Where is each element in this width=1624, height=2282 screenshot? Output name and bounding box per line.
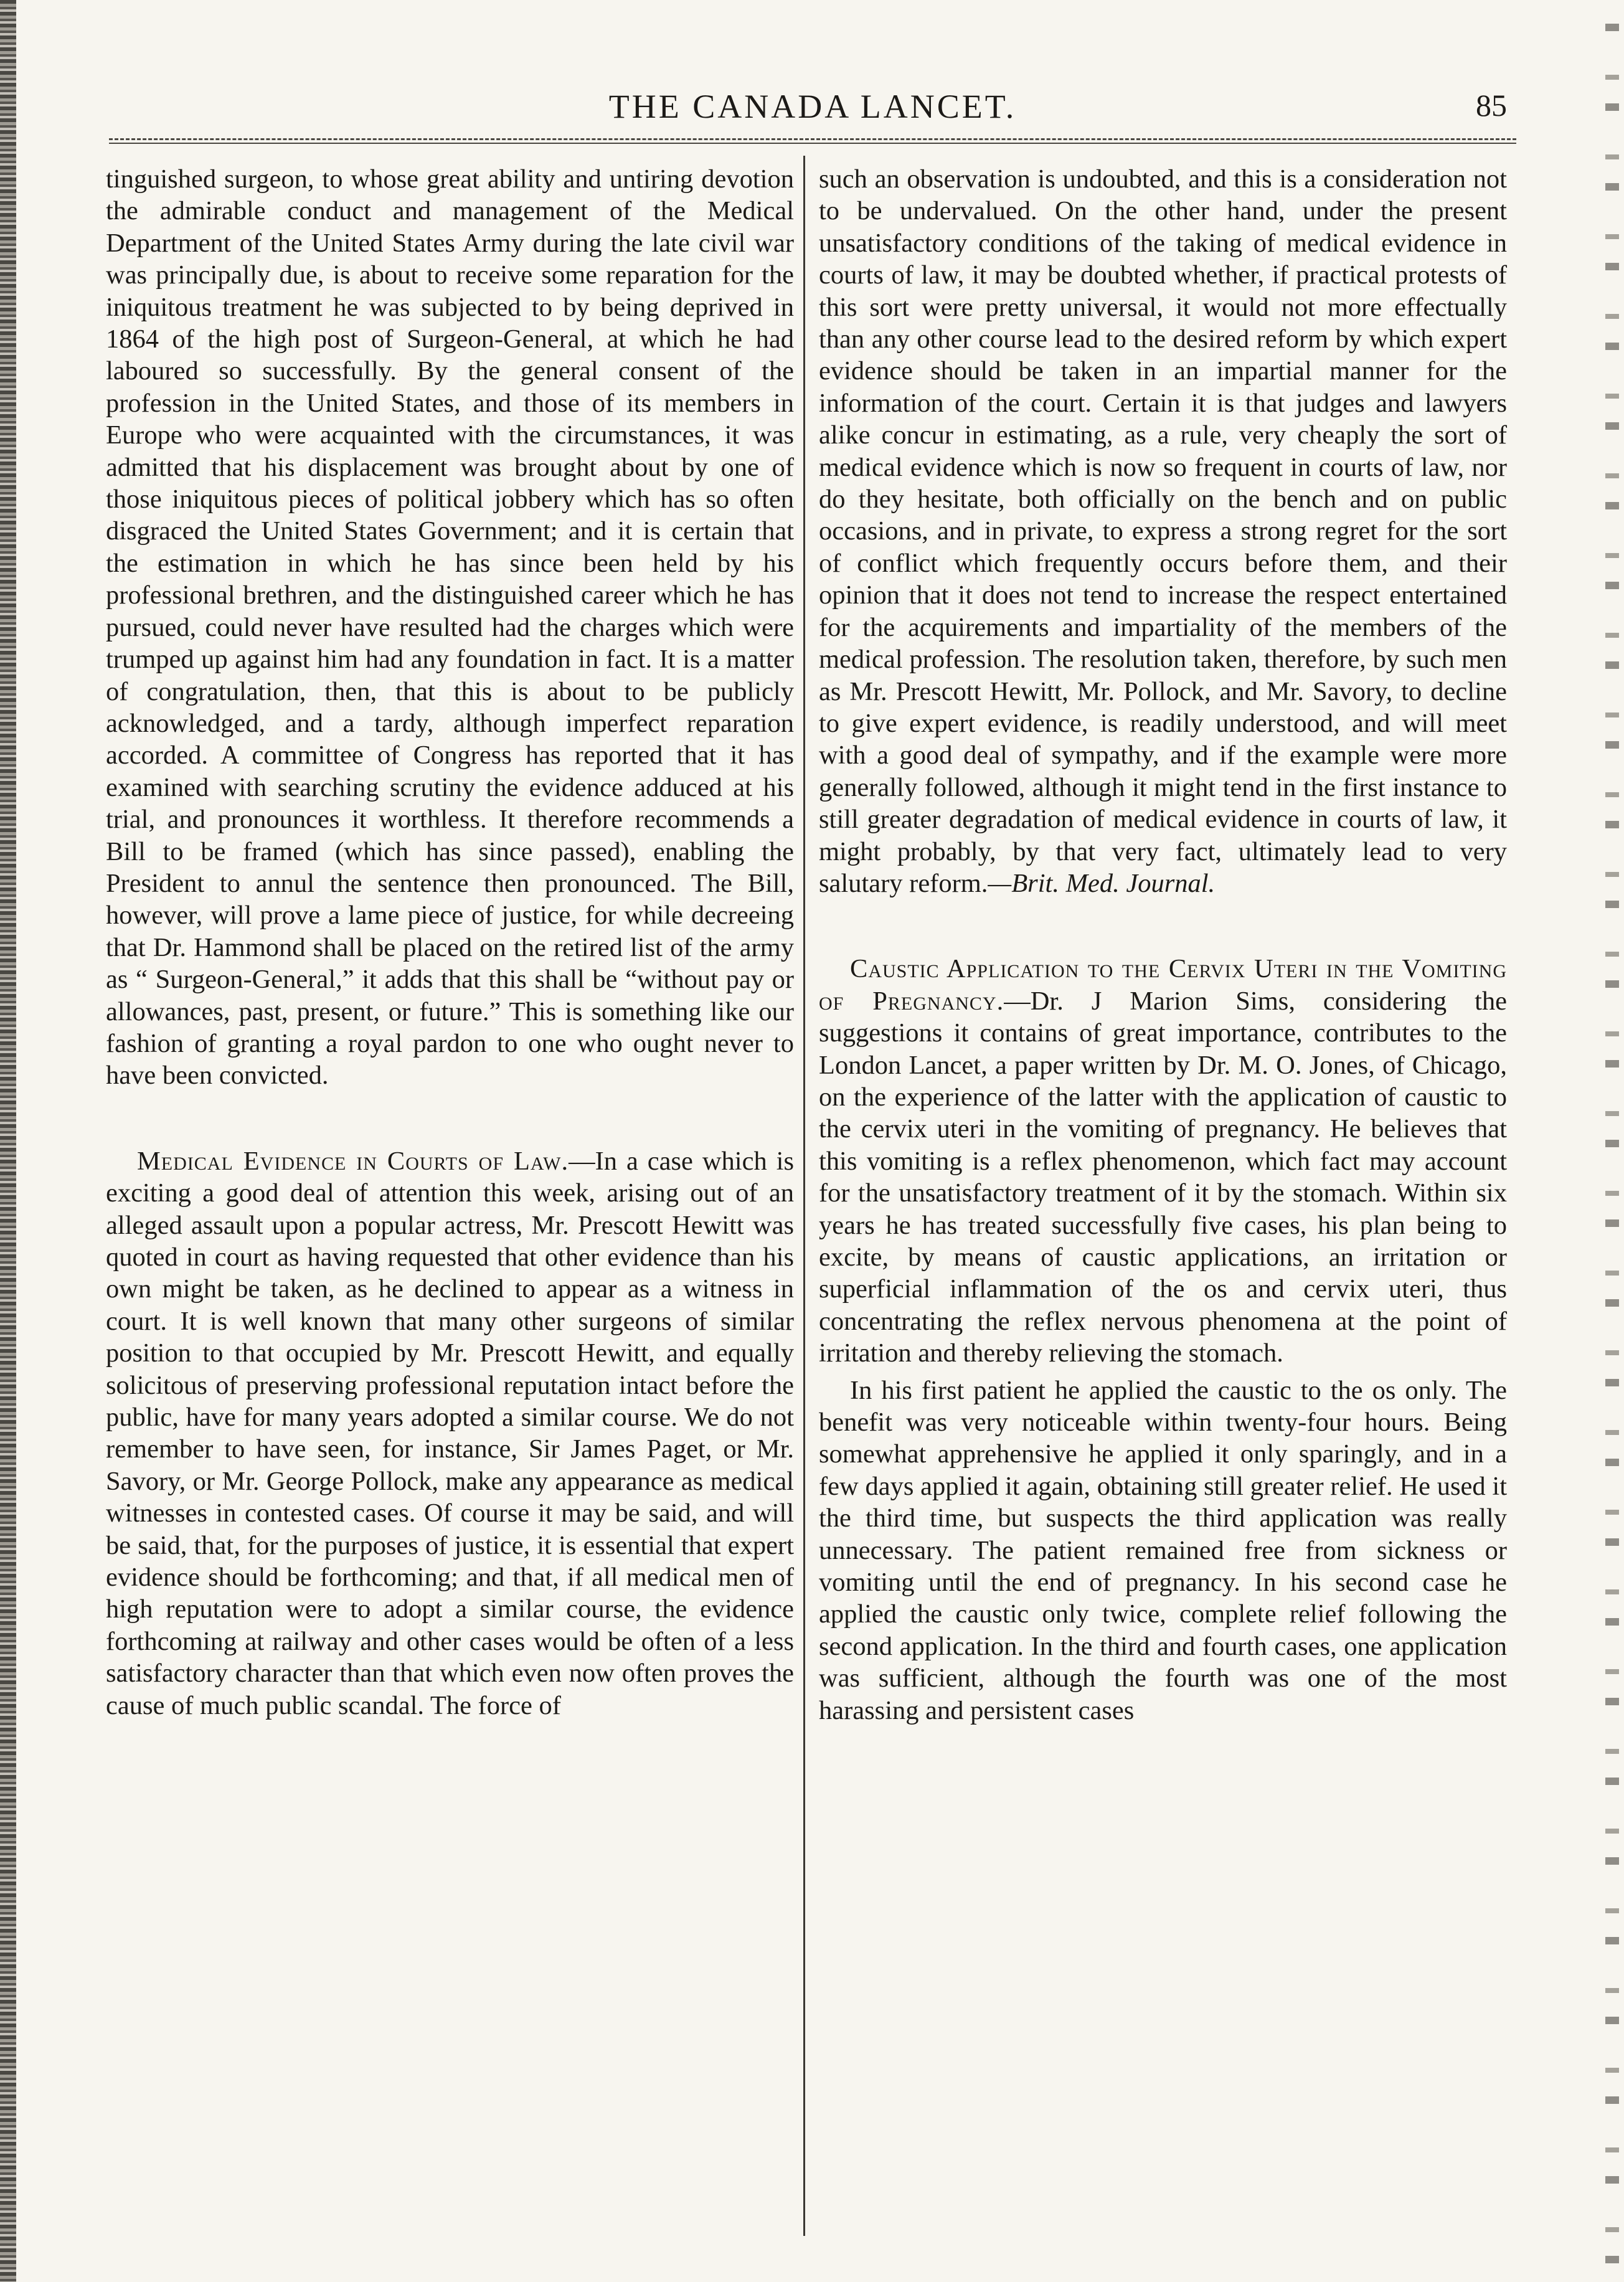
medical-evidence-continued	[819, 163, 1507, 899]
caustic-application-text: —Dr. J Marion Sims, considering the suggestions it contains of great importance, contributes to the London Lancet, a paper written by Dr. M. O. Jones, of Chicago, on the experience of the latter with the application of caustic to the cervix uteri in the vomiting of pregnancy. He believes that this vomiting is a reflex phenomenon, which fact may account for the unsatisfactory treatment of it by the stomach. Within six years he has treated successfully five cases, his plan being to excite, by means of caustic applications, an irritation or superficial inflammation of the os and cervix uteri, thus concentrating the reflex nervous phenomena at the point of irritation and thereby relieving the stomach.	[819, 986, 1508, 1368]
section-gap	[106, 1092, 794, 1145]
paragraph-gap	[819, 1370, 1507, 1375]
caustic-application-heading: Caustic Application to the Cervix Uteri in the Vomiting of Pregnancy.	[819, 954, 1507, 1016]
medical-evidence-heading: Medical Evidence in Courts of Law.	[137, 1146, 569, 1176]
caustic-application-article	[819, 953, 1507, 1369]
running-head	[106, 87, 1519, 137]
header-rule	[109, 138, 1516, 144]
scan-edge-right	[1605, 0, 1619, 2282]
left-column	[106, 163, 794, 1721]
source-citation: —Brit. Med. Journal.	[988, 868, 1216, 898]
column-rule	[803, 156, 805, 2236]
scan-edge-left	[0, 0, 16, 2282]
right-column	[819, 163, 1507, 1726]
medical-evidence-text: —In a case which is exciting a good deal of attention this week, arising out of an alleged assault upon a popular actress, Mr. Prescott Hewitt was quoted in court as having requested that other evidence than his own might be taken, as he declined to appear as a witness in court. It is well known that many other surgeons of similar position to that occupied by Mr. Prescott Hewitt, and equally solicitous of preserving professional reputation intact before the public, have for many years adopted a similar course. We do not remember to have seen, for instance, Sir James Paget, or Mr. Savory, or Mr. George Pollock, make any appearance as medical witnesses in contested cases. Of course it may be said, and will be said, that, for the purposes of justice, it is essential that expert evidence should be forthcoming; and that, if all medical men of high reputation were to adopt a similar course, the evidence forthcoming at railway and other cases would be often of a less satisfactory character than that which even now often proves the cause of much public scandal. The force of	[106, 1146, 794, 1720]
first-patient-paragraph: In his first patient he applied the caustic to the os only. The benefit was very noticeable within twenty-four hours. Being somewhat apprehensive he applied it only sparingly, and in a few days applied it again, obtaining still greater relief. He used it the third time, but suspects the third application was really unnecessary. The patient remained free from sickness or vomiting until the end of pregnancy. In his second case he applied the caustic only twice, complete relief following the second application. In the third and fourth cases, one application was sufficient, although the fourth was one of the most harassing and persistent cases	[819, 1375, 1507, 1725]
page-number: 85	[1476, 88, 1507, 123]
medical-evidence-article	[106, 1145, 794, 1721]
section-gap	[819, 899, 1507, 953]
journal-title: THE CANADA LANCET.	[608, 88, 1017, 125]
hammond-paragraph: tinguished surgeon, to whose great ability and untiring devotion the admirable conduct and management of the Medical Department of the United States Army during the late civil war was principally due, is about to receive some reparation for the iniquitous treatment he was subjected to by being deprived in 1864 of the high post of Surgeon-General, at which he had laboured so successfully. By the general consent of the profession in the United States, and those of its members in Europe who were acquainted with the circumstances, it was admitted that his displacement was brought about by one of those iniquitous pieces of political jobbery which has so often disgraced the United States Government; and it is certain that the estimation in which he has since been held by his professional brethren, and the distinguished career which he has pursued, could never have resulted had the charges which were trumped up against him had any foundation in fact. It is a matter of congratulation, then, that this is about to be publicly acknowledged, and a tardy, although imperfect reparation accorded. A committee of Congress has reported that it has examined with searching scrutiny the evidence adduced at his trial, and pronounces it worthless. It therefore recommends a Bill to be framed (which has since passed), enabling the President to annul the sentence then pronounced. The Bill, however, will prove a lame piece of justice, for while decreeing that Dr. Hammond shall be placed on the retired list of the army as “ Surgeon-General,” it adds that this shall be “without pay or allowances, past, present, or future.” This is something like our fashion of granting a royal pardon to one who ought never to have been convicted.	[106, 164, 794, 1091]
medical-evidence-continued-text: such an observation is undoubted, and this is a consideration not to be undervalued. On the other hand, under the present unsatisfactory conditions of the taking of medical evidence in courts of law, it may be doubted whether, if practical protests of this sort were pretty universal, it would not more effectually than any other course lead to the desired reform by which expert evidence should be taken in an impartial manner for the information of the court. Certain it is that judges and lawyers alike concur in estimating, as a rule, very cheaply the sort of medical evidence which is now so frequent in courts of law, nor do they hesitate, both officially on the bench and on public occasions, and in private, to express a strong regret for the sort of conflict which frequently occurs before them, and their opinion that it does not tend to increase the respect entertained for the acquirements and impartiality of the members of the medical profession. The resolution taken, therefore, by such men as Mr. Prescott Hewitt, Mr. Pollock, and Mr. Savory, to decline to give expert evidence, is readily understood, and will meet with a good deal of sympathy, and if the example were more generally followed, although it might tend in the first instance to still greater degradation of medical evidence in courts of law, it might probably, by that very fact, ultimately lead to very salutary reform.	[819, 164, 1507, 898]
